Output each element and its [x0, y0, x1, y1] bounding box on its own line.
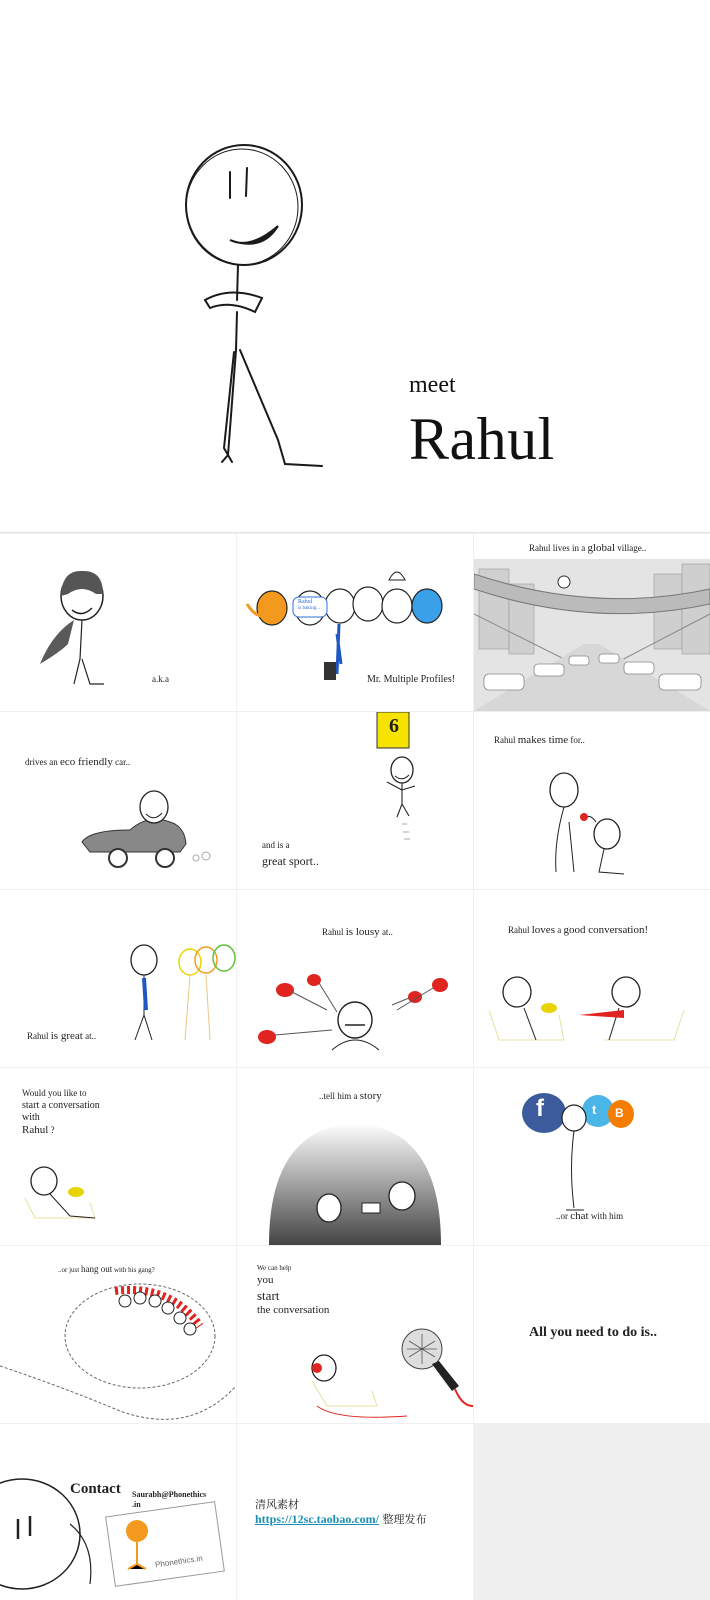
meet-label: meet [409, 372, 456, 398]
time-caption: Rahul makes time for.. [494, 734, 585, 746]
would-line2: start a conversation [22, 1100, 100, 1111]
contact-title: Contact [70, 1481, 121, 1497]
tile-story[interactable] [237, 1068, 473, 1245]
tile-great[interactable] [0, 890, 236, 1067]
would-line1: Would you like to [22, 1088, 87, 1098]
help-line1: We can help [257, 1264, 292, 1272]
conversation-caption: Rahul loves a good conversation! [508, 924, 649, 936]
jersey-number: 6 [389, 715, 399, 737]
tile-aka[interactable] [0, 534, 236, 711]
profiles-label: Mr. Multiple Profiles! [367, 674, 456, 685]
twitter-icon[interactable]: t [592, 1102, 597, 1117]
profile-tag-status: is baking... [298, 606, 320, 611]
allyou-caption: All you need to do is.. [529, 1325, 657, 1340]
aka-label: a.k.a [152, 674, 169, 684]
tile-chat[interactable] [474, 1068, 710, 1245]
help-line3: start [257, 1288, 280, 1303]
hero-slide [0, 0, 710, 533]
global-caption: Rahul lives in a global village.. [529, 542, 647, 554]
promo-line1: 清风素材 [255, 1498, 299, 1511]
would-line4: Rahul ? [22, 1124, 55, 1136]
boxing-gloves-illustration [237, 890, 473, 1067]
would-line3: with [22, 1112, 40, 1123]
tile-help[interactable] [237, 1246, 473, 1423]
promo-url-link[interactable]: https://12sc.taobao.com/ [255, 1512, 379, 1526]
contact-illustration [0, 1424, 236, 1600]
chat-caption: ..or chat with him [556, 1210, 624, 1222]
car-icon [0, 712, 236, 889]
sport-line1: and is a [262, 840, 290, 850]
rahul-standing-illustration [0, 0, 710, 533]
help-line4: the conversation [257, 1304, 330, 1316]
contact-email-line1[interactable]: Saurabh@Phonethics [132, 1490, 207, 1499]
hero-name: Rahul [409, 406, 555, 472]
tile-time[interactable] [474, 712, 710, 889]
tile-sport[interactable] [237, 712, 473, 889]
tile-lousy[interactable] [237, 890, 473, 1067]
tile-eco[interactable] [0, 712, 236, 889]
lousy-caption: Rahul is lousy at.. [322, 926, 393, 938]
facebook-icon[interactable]: f [536, 1095, 544, 1122]
blogger-icon[interactable]: B [615, 1106, 624, 1120]
masked-hero-illustration [0, 534, 236, 711]
sport-line2: great sport.. [262, 854, 319, 868]
city-flyover-illustration [474, 534, 710, 711]
tile-allyou[interactable] [474, 1246, 710, 1423]
help-line2: you [257, 1274, 274, 1286]
tile-promo[interactable] [237, 1424, 473, 1600]
tile-global[interactable] [474, 534, 710, 711]
tile-hangout[interactable] [0, 1246, 236, 1423]
promo-line2: https://12sc.taobao.com/ 整理发布 [255, 1512, 427, 1526]
contact-email-line2[interactable]: .in [132, 1500, 141, 1509]
profile-tag-name: Rahul [298, 599, 313, 605]
story-caption: ..tell him a story [319, 1090, 382, 1102]
tile-contact[interactable] [0, 1424, 236, 1600]
tile-would[interactable] [0, 1068, 236, 1245]
phonethics-card-text: Phonethics.in [154, 1553, 204, 1570]
tile-conversation[interactable] [474, 890, 710, 1067]
tile-profiles[interactable] [237, 534, 473, 711]
two-friends-talking-illustration [474, 890, 710, 1067]
great-caption: Rahul is great at.. [27, 1030, 97, 1042]
eco-caption: drives an eco friendly car.. [25, 756, 131, 768]
hangout-caption: ..or just hang out with his gang? [58, 1264, 155, 1274]
